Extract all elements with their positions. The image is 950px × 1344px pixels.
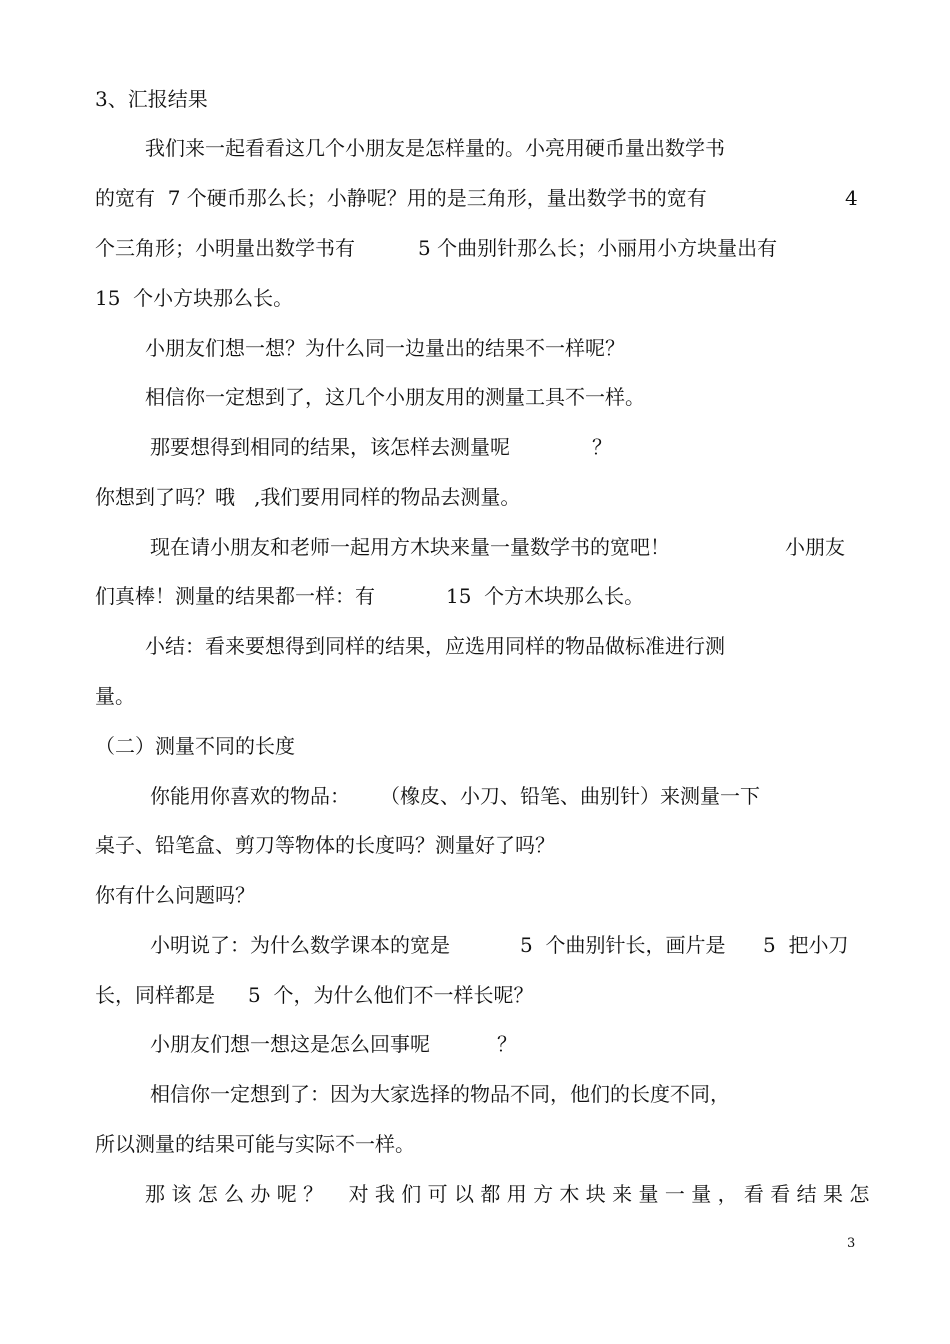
paragraph-line: ？: [497, 1032, 517, 1056]
paragraph-line: 你能用你喜欢的物品：: [150, 784, 350, 808]
section-heading: （二）测量不同的长度: [95, 734, 295, 758]
paragraph-line: 15 个小方块那么长。: [95, 286, 294, 310]
paragraph-line: 现在请小朋友和老师一起用方木块来量一量数学书的宽吧！: [150, 535, 670, 559]
page-number: 3: [847, 1236, 856, 1251]
paragraph-line: 相信你一定想到了，这几个小朋友用的测量工具不一样。: [145, 385, 645, 409]
paragraph-line: 15 个方木块那么长。: [446, 584, 645, 608]
paragraph-line: 小朋友们想一想？为什么同一边量出的结果不一样呢？: [145, 336, 625, 360]
paragraph-line: 5 个曲别针长，画片是: [520, 933, 726, 957]
paragraph-line: 小明说了：为什么数学课本的宽是: [150, 933, 450, 957]
paragraph-line: （橡皮、小刀、铅笔、曲别针）来测量一下: [380, 784, 760, 808]
paragraph-line: 长，同样都是: [95, 983, 215, 1007]
paragraph-line: 你有什么问题吗？: [95, 883, 255, 907]
paragraph-line: 那 该 怎 么 办 呢 ？ 对 我 们 可 以 都 用 方 木 块 来 量 一 量 ， 看 看 结 果 怎: [145, 1182, 870, 1206]
paragraph-line: 小结：看来要想得到同样的结果，应选用同样的物品做标准进行测: [145, 634, 725, 658]
paragraph-line: 我们来一起看看这几个小朋友是怎样量的。小亮用硬币量出数学书: [145, 136, 725, 160]
paragraph-line: 相信你一定想到了：因为大家选择的物品不同，他们的长度不同，: [150, 1082, 730, 1106]
paragraph-line: 你想到了吗？哦 ,我们要用同样的物品去测量。: [95, 485, 521, 509]
paragraph-line: 5 个曲别针那么长；小丽用小方块量出有: [418, 236, 778, 260]
section-heading: 3、汇报结果: [95, 87, 208, 111]
paragraph-line: 那要想得到相同的结果，该怎样去测量呢: [150, 435, 510, 459]
paragraph-line: 小朋友们想一想这是怎么回事呢: [150, 1032, 430, 1056]
paragraph-line: 量。: [95, 684, 135, 708]
paragraph-line: 们真棒！测量的结果都一样：有: [95, 584, 375, 608]
paragraph-line: 4: [845, 186, 858, 210]
paragraph-line: 的宽有 7 个硬币那么长；小静呢？用的是三角形，量出数学书的宽有: [95, 186, 707, 210]
paragraph-line: 桌子、铅笔盒、剪刀等物体的长度吗？测量好了吗？: [95, 833, 555, 857]
paragraph-line: 小朋友: [785, 535, 845, 559]
paragraph-line: 所以测量的结果可能与实际不一样。: [95, 1132, 415, 1156]
paragraph-line: 5 把小刀: [763, 933, 849, 957]
paragraph-line: 5 个，为什么他们不一样长呢？: [248, 983, 534, 1007]
paragraph-line: 个三角形；小明量出数学书有: [95, 236, 355, 260]
paragraph-line: ？: [592, 435, 612, 459]
